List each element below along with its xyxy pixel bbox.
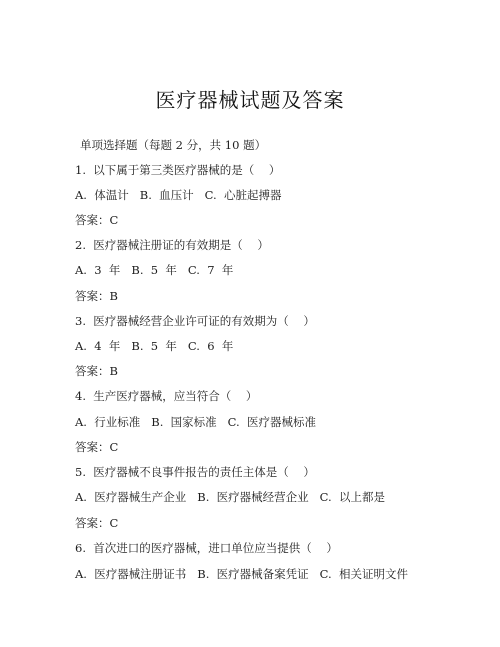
question-4: 4. 生产医疗器械，应当符合（ ） <box>75 389 258 403</box>
question-1-options: A. 体温计 B. 血压计 C. 心脏起搏器 <box>75 188 282 202</box>
question-2: 2. 医疗器械注册证的有效期是（ ） <box>75 238 269 252</box>
question-1: 1. 以下属于第三类医疗器械的是（ ） <box>75 163 281 177</box>
question-4-answer: 答案：C <box>75 440 119 454</box>
question-4-options: A. 行业标准 B. 国家标准 C. 医疗器械标准 <box>75 415 316 429</box>
question-3-answer: 答案：B <box>75 364 118 378</box>
question-2-options: A. 3 年 B. 5 年 C. 7 年 <box>75 263 234 277</box>
question-5-answer: 答案：C <box>75 516 119 530</box>
question-3-options: A. 4 年 B. 5 年 C. 6 年 <box>75 339 234 353</box>
question-1-answer: 答案：C <box>75 213 119 227</box>
question-5: 5. 医疗器械不良事件报告的责任主体是（ ） <box>75 465 315 479</box>
question-5-options: A. 医疗器械生产企业 B. 医疗器械经营企业 C. 以上都是 <box>75 490 385 504</box>
question-6-options: A. 医疗器械注册证书 B. 医疗器械备案凭证 C. 相关证明文件 <box>75 567 408 581</box>
question-2-answer: 答案：B <box>75 289 118 303</box>
question-3: 3. 医疗器械经营企业许可证的有效期为（ ） <box>75 314 315 328</box>
page-title: 医疗器械试题及答案 <box>155 88 345 112</box>
question-6: 6. 首次进口的医疗器械，进口单位应当提供（ ） <box>75 541 338 555</box>
section-heading: 单项选择题（每题 2 分，共 10 题） <box>80 138 267 152</box>
